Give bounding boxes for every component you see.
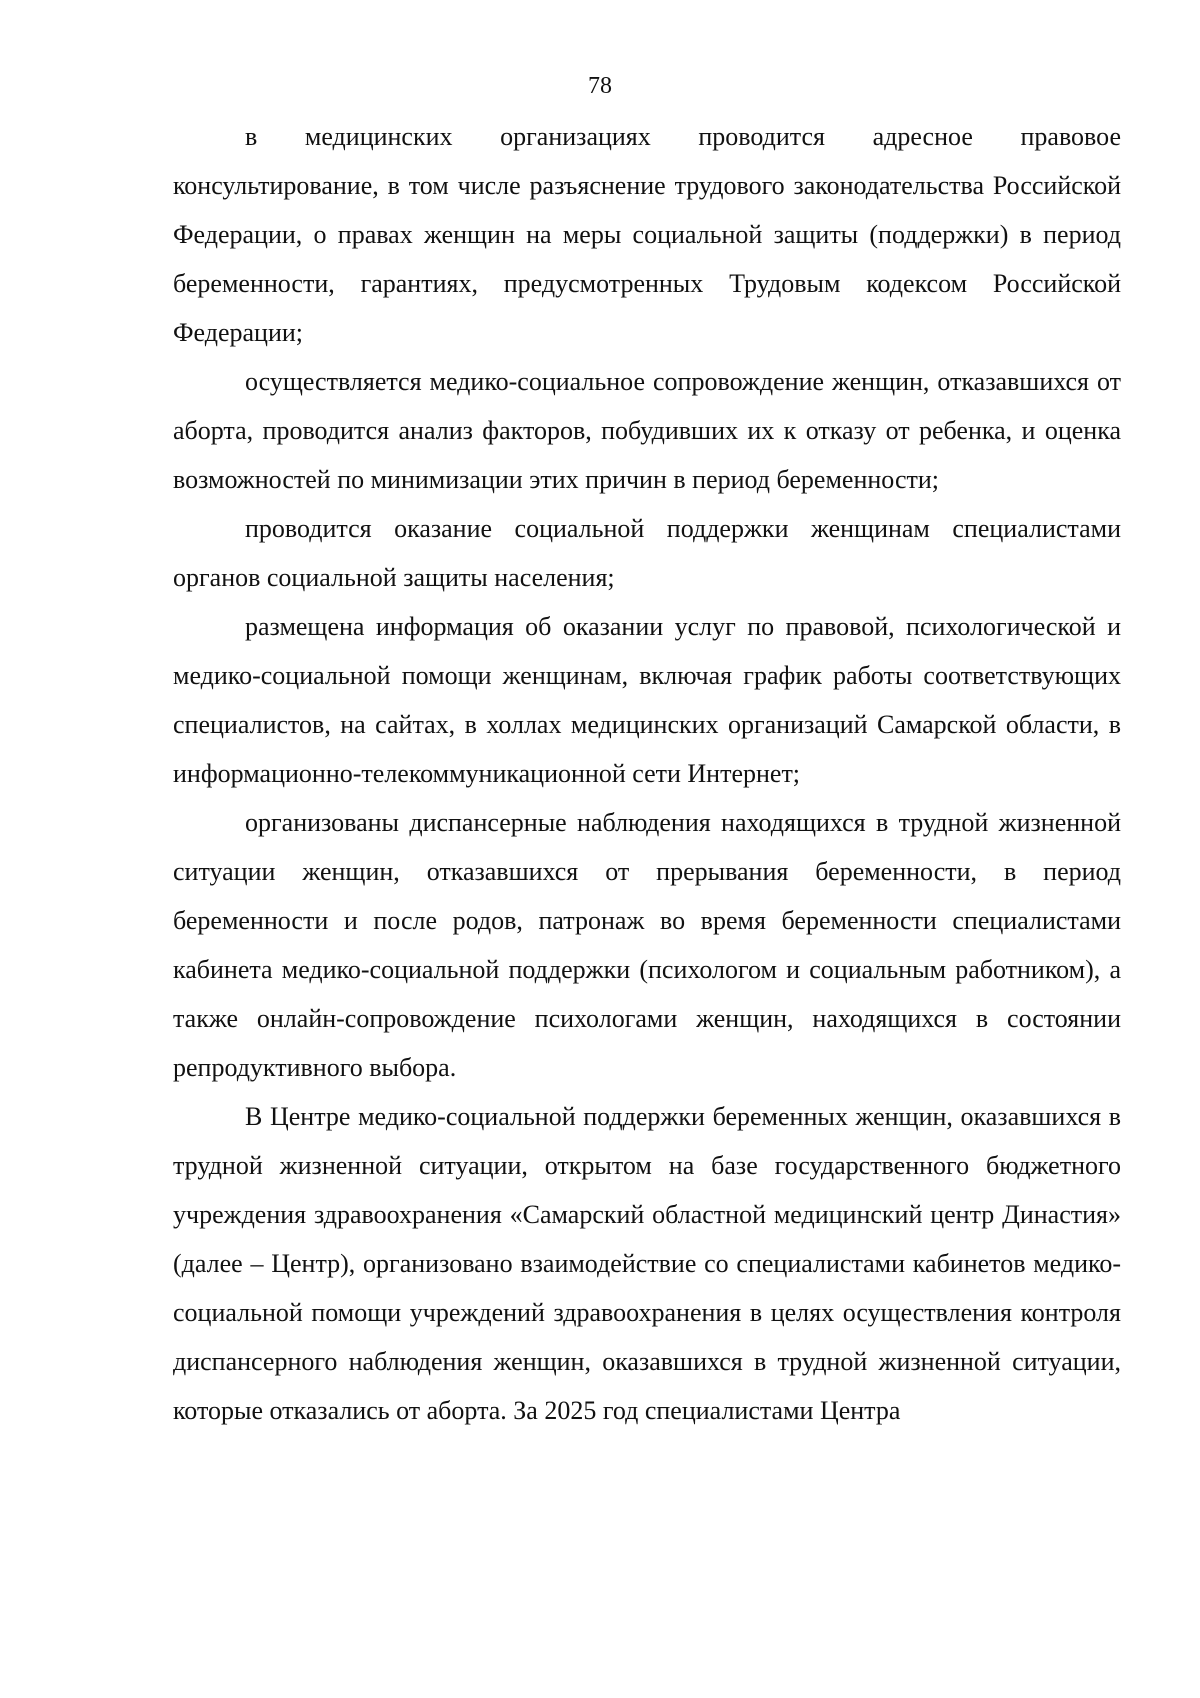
paragraph-medical-social-support: осуществляется медико-социальное сопровождение женщин, отказавшихся от аборта, проводится анализ факторов, побудивших их к отказу от ребенка, и оценка возможностей по минимизации этих причин в период беременности; [173, 367, 1121, 494]
paragraph-social-protection: проводится оказание социальной поддержки женщинам специалистами органов социальной защиты населения; [173, 514, 1121, 592]
paragraph-legal-consulting: в медицинских организациях проводится адресное правовое консультирование, в том числе разъяснение трудового законодательства Российской Федерации, о правах женщин на меры социальной защиты (поддержки) в период беременности, гарантиях, предусмотренных Трудовым кодексом Российской Федерации; [173, 122, 1121, 347]
page-number: 78 [588, 73, 612, 99]
paragraph-dispensary-observation: организованы диспансерные наблюдения находящихся в трудной жизненной ситуации женщин, отказавшихся от прерывания беременности, в период беременности и после родов, патронаж во время беременности специалистами кабинета медико-социальной поддержки (психологом и социальным работником), а также онлайн-сопровождение психологами женщин, находящихся в состоянии репродуктивного выбора. [173, 808, 1121, 1082]
document-body [173, 112, 1121, 1435]
paragraph-center-interaction: В Центре медико-социальной поддержки беременных женщин, оказавшихся в трудной жизненной ситуации, открытом на базе государственного бюджетного учреждения здравоохранения «Самарский областной медицинский центр Династия» (далее – Центр), организовано взаимодействие со специалистами кабинетов медико-социальной помощи учреждений здравоохранения в целях осуществления контроля диспансерного наблюдения женщин, оказавшихся в трудной жизненной ситуации, которые отказались от аборта. За 2025 год специалистами Центра [173, 1102, 1121, 1425]
paragraph-information-placement: размещена информация об оказании услуг по правовой, психологической и медико-социальной помощи женщинам, включая график работы соответствующих специалистов, на сайтах, в холлах медицинских организаций Самарской области, в информационно-телекоммуникационной сети Интернет; [173, 612, 1121, 788]
